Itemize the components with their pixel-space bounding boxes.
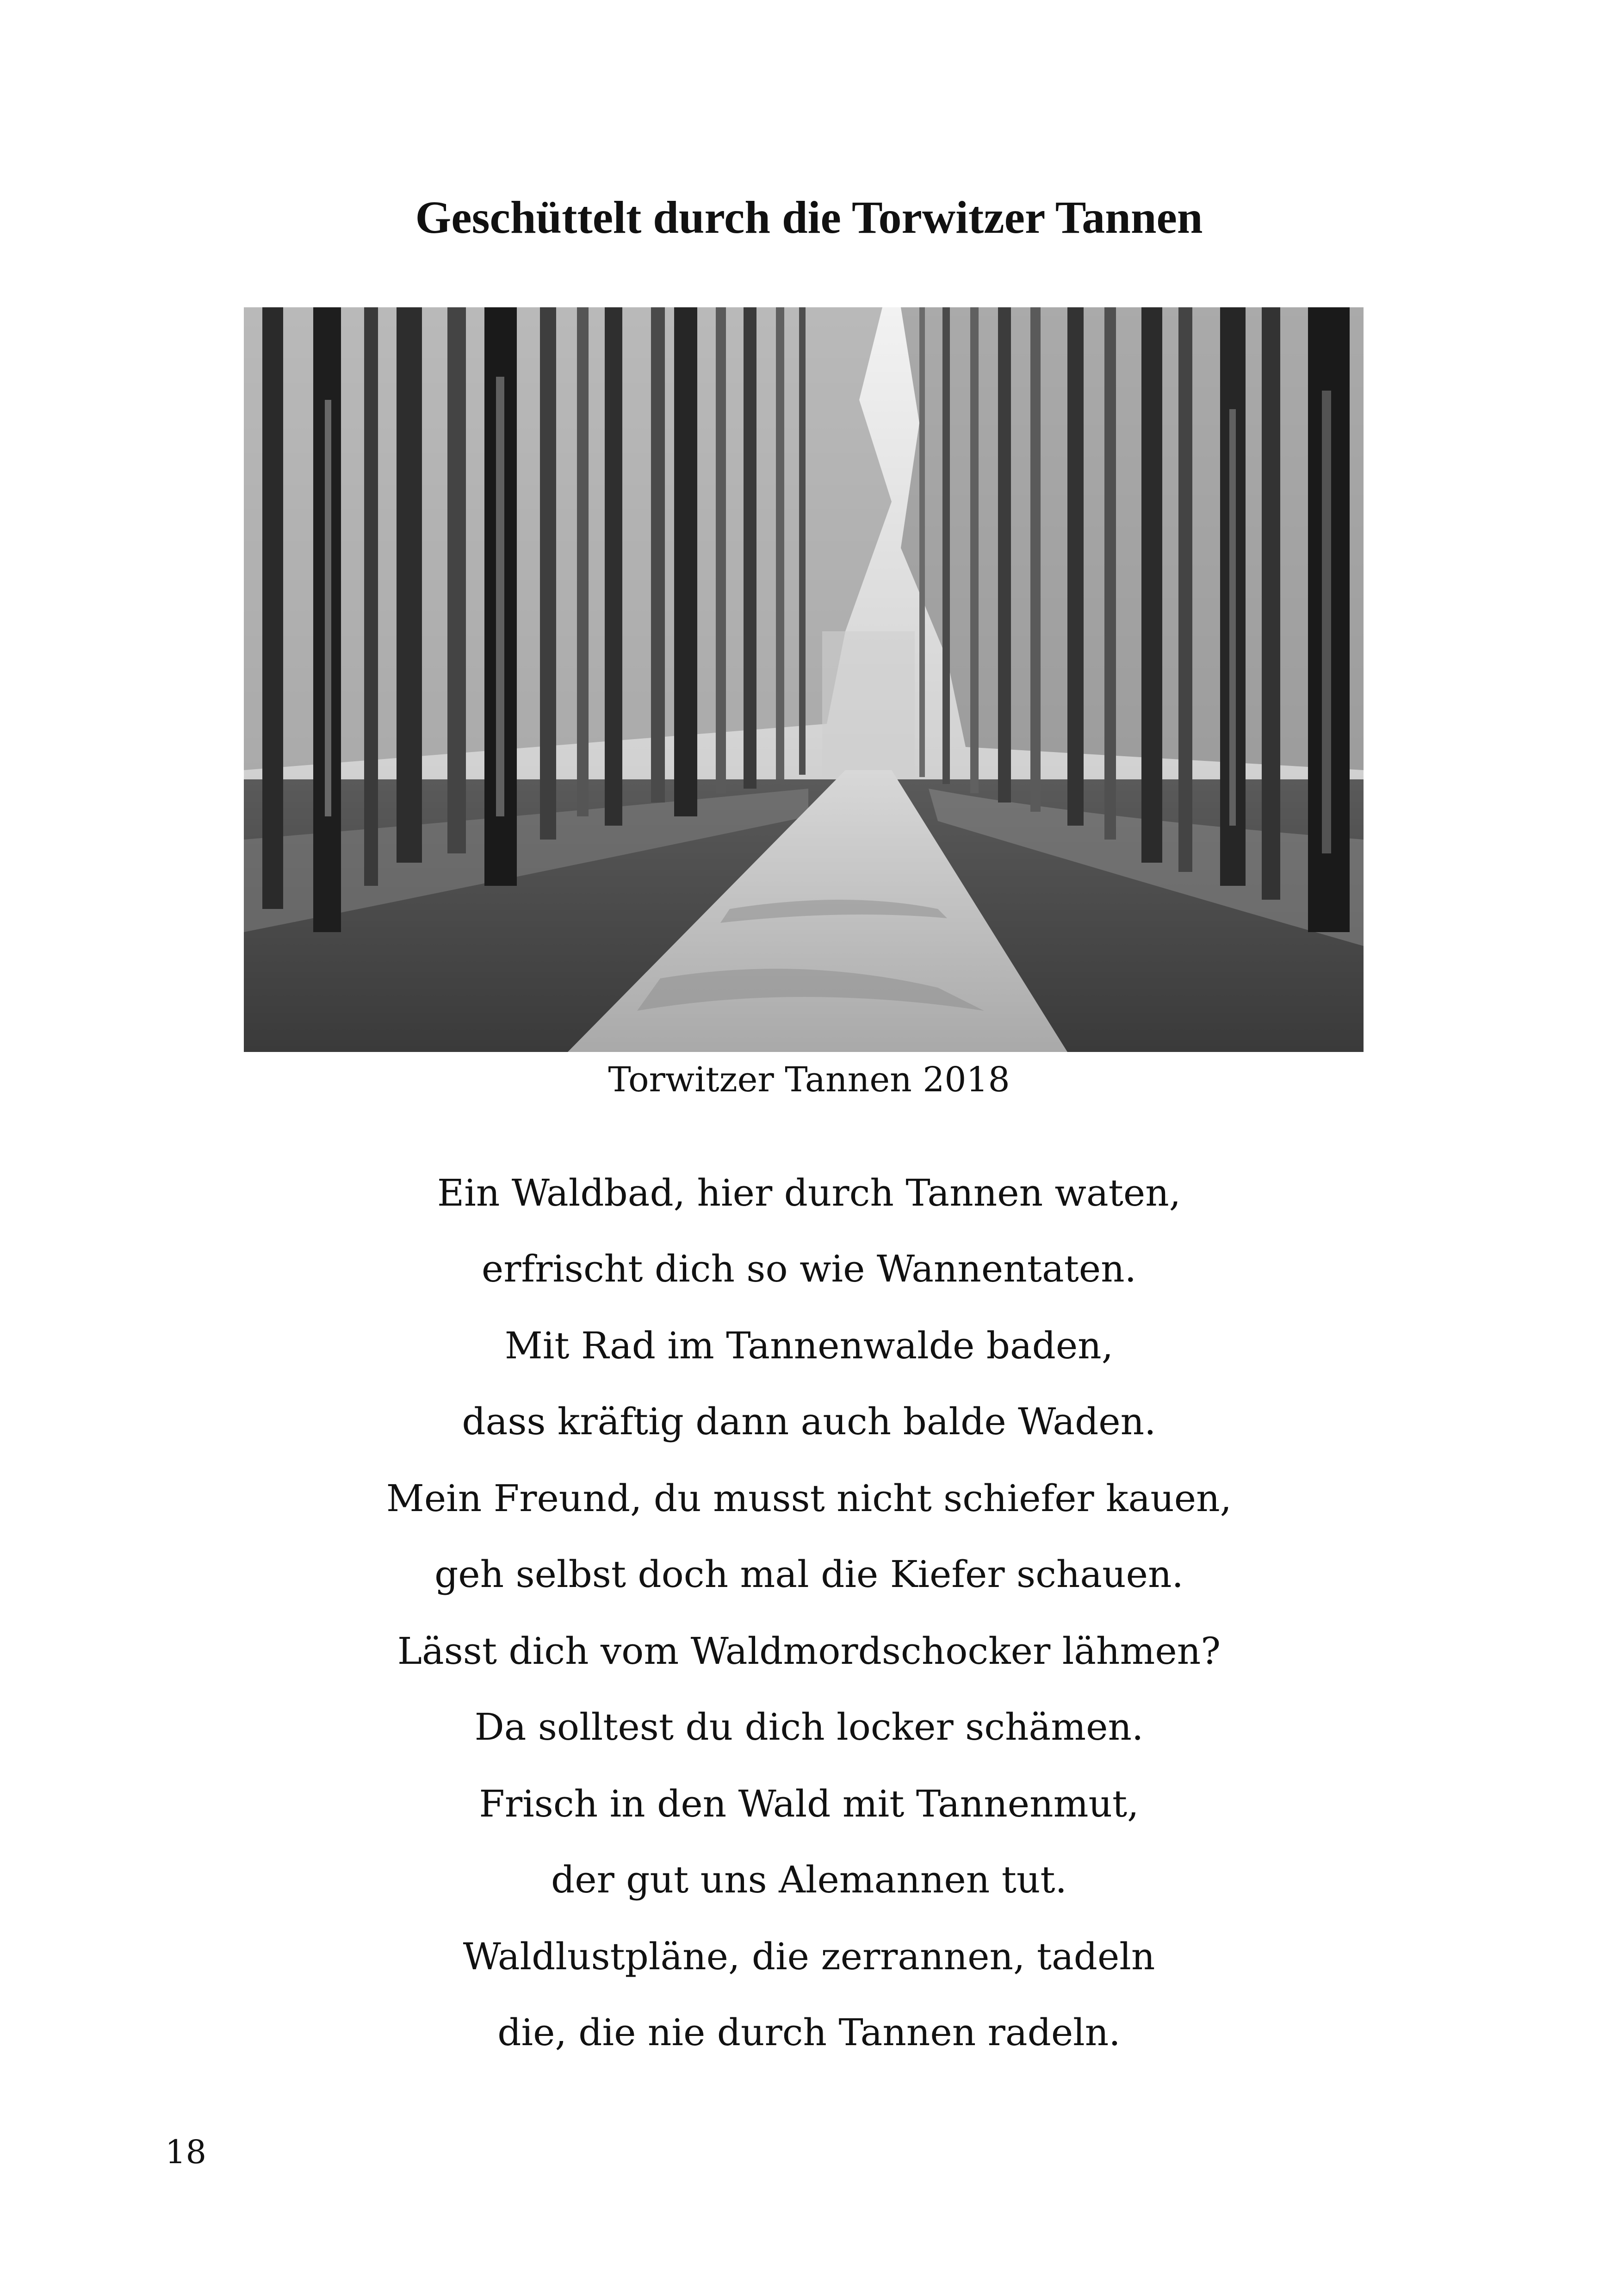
stanza: [0, 1766, 1618, 1919]
poem-line: Lässt dich vom Waldmordschocker lähmen?: [397, 1630, 1221, 1673]
poem-line: die, die nie durch Tannen radeln.: [497, 2011, 1121, 2054]
page-number: 18: [165, 2133, 207, 2171]
page-title: Geschüttelt durch die Torwitzer Tannen: [415, 192, 1203, 243]
poem-line: der gut uns Alemannen tut.: [551, 1858, 1067, 1901]
poem-line: Da solltest du dich locker schämen.: [474, 1705, 1144, 1748]
poem-line: Mein Freund, du musst nicht schiefer kauen,: [386, 1477, 1232, 1520]
stanza: [0, 1613, 1618, 1766]
poem-line: erfrischt dich so wie Wannentaten.: [481, 1247, 1137, 1290]
stanza: [0, 1461, 1618, 1613]
poem-line: Mit Rad im Tannenwalde baden,: [504, 1324, 1114, 1367]
stanza: [0, 1155, 1618, 1308]
stanza: [0, 1308, 1618, 1461]
stanza: [0, 1919, 1618, 2072]
poem: [0, 1155, 1618, 2072]
poem-line: Waldlustpläne, die zerrannen, tadeln: [463, 1935, 1155, 1978]
poem-line: Ein Waldbad, hier durch Tannen waten,: [437, 1171, 1181, 1214]
poem-line: geh selbst doch mal die Kiefer schauen.: [434, 1553, 1184, 1596]
photo-caption: Torwitzer Tannen 2018: [608, 1060, 1010, 1100]
poem-line: Frisch in den Wald mit Tannenmut,: [479, 1782, 1139, 1825]
forest-path-photo: [244, 307, 1364, 1052]
poem-line: dass kräftig dann auch balde Waden.: [462, 1400, 1156, 1443]
